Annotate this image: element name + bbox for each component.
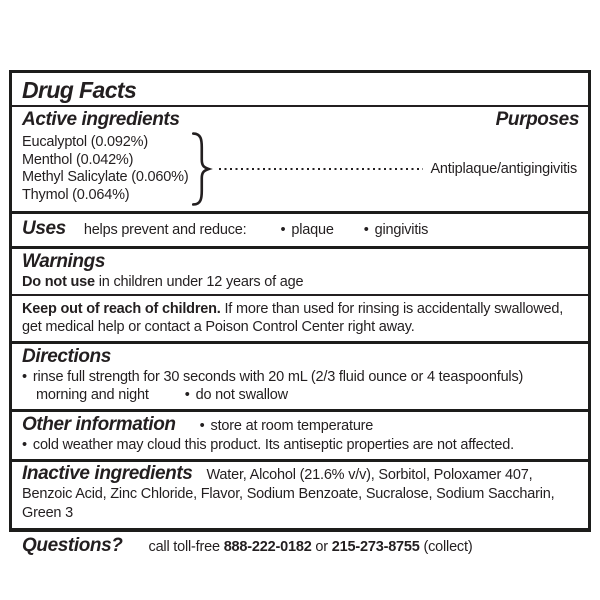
directions-swallow-text: do not swallow	[195, 387, 288, 403]
directions-rinse-text: rinse full strength for 30 seconds with 20 mL (2/3 fluid ounce or 4 teaspoonfuls)	[32, 369, 524, 385]
uses-item-label: plaque	[291, 222, 334, 238]
directions-morning-text: morning and night	[36, 387, 149, 403]
inactive-ingredients-text: Water, Alcohol (21.6% v/v), Sorbitol, Poloxamer 407, Benzoic Acid, Zinc Chloride, Flavor, Sodium Benzoate, Sucralose, Sodium Saccharin, Green 3	[22, 467, 555, 521]
inactive-ingredients-section	[12, 459, 588, 528]
uses-item-label: gingivitis	[374, 222, 429, 238]
uses-bullet-plaque	[281, 221, 334, 239]
store-temperature-item	[200, 417, 374, 435]
purpose-value: Antiplaque/antigingivitis	[430, 161, 577, 177]
bullet-icon: •	[363, 222, 369, 238]
title-section	[12, 73, 588, 107]
uses-intro: helps prevent and reduce:	[83, 222, 247, 238]
questions-heading: Questions?	[22, 535, 123, 556]
other-information-section	[12, 409, 588, 459]
bullet-icon: •	[199, 418, 205, 434]
directions-line-2	[36, 386, 579, 404]
directions-section	[12, 341, 588, 409]
warnings-divider	[12, 294, 588, 296]
cold-weather-text: cold weather may cloud this product. Its antiseptic properties are not affected.	[32, 437, 514, 453]
inactive-ingredients-heading: Inactive ingredients	[22, 463, 193, 484]
other-information-heading: Other information	[22, 414, 176, 435]
bullet-icon: •	[22, 437, 27, 453]
questions-section	[12, 528, 588, 562]
bullet-icon: •	[280, 222, 286, 238]
inactive-ingredients-paragraph	[22, 464, 579, 523]
dotted-leader	[219, 168, 423, 171]
phone-number-toll-free: 888-222-0182	[223, 539, 312, 555]
active-ingredients-section	[12, 107, 588, 211]
directions-heading: Directions	[22, 346, 111, 367]
active-ingredient-line: Menthol (0.042%)	[22, 151, 134, 168]
store-temperature-text: store at room temperature	[210, 418, 374, 434]
active-ingredient-line: Eucalyptol (0.092%)	[22, 134, 148, 150]
uses-section	[12, 211, 588, 246]
active-ingredients-heading: Active ingredients	[22, 109, 180, 130]
uses-bullet-gingivitis	[364, 221, 429, 239]
phone-number-collect: 215-273-8755	[331, 539, 420, 555]
warnings-section	[12, 246, 588, 341]
brace-icon	[191, 132, 211, 206]
questions-contact-text: call toll-free 888-222-0182 or 215-273-8755 (collect)	[148, 539, 473, 555]
active-ingredient-list	[22, 134, 188, 204]
bullet-icon: •	[22, 369, 27, 385]
warnings-heading: Warnings	[22, 251, 106, 272]
bullet-icon: •	[184, 387, 190, 403]
directions-line-1	[22, 368, 579, 386]
uses-heading: Uses	[22, 218, 66, 239]
active-ingredient-line: Methyl Salicylate (0.060%)	[22, 169, 189, 185]
purposes-heading: Purposes	[495, 109, 579, 130]
drug-facts-label	[9, 70, 591, 556]
active-ingredient-line: Thymol (0.064%)	[22, 186, 130, 203]
keep-out-bold: Keep out of reach of children.	[22, 301, 221, 317]
do-not-use-bold: Do not use	[22, 274, 95, 290]
cold-weather-item	[22, 436, 579, 454]
drug-facts-title: Drug Facts	[22, 77, 137, 103]
keep-out-of-reach-text: Keep out of reach of children. If more than used for rinsing is accidentally swallowed, get medical help or contact a Poison Control Center right away.	[22, 301, 564, 335]
do-not-use-text: Do not use in children under 12 years of age	[22, 274, 304, 290]
